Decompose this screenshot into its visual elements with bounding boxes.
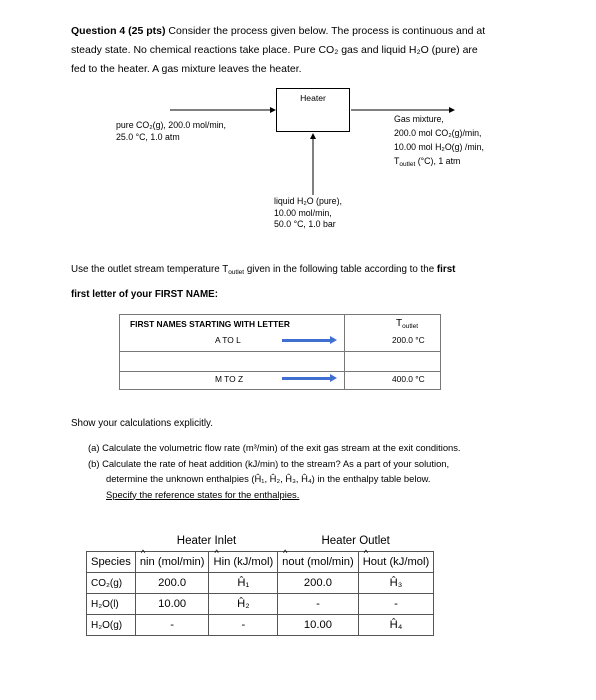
inlet-label: [116, 120, 226, 143]
calc-list: [88, 440, 548, 502]
heater-outlet-header: Heater Outlet: [321, 535, 390, 547]
col-n-out: ^ nout (mol/min): [278, 552, 359, 573]
col-h-in: ^ Hin (kJ/mol): [209, 552, 278, 573]
part-b-3: Specify the reference states for the enthalpies.: [106, 488, 300, 500]
water-label-3: 50.0 °C, 1.0 bar: [274, 219, 336, 229]
heater-label: Heater: [300, 93, 326, 103]
arrow-icon: [282, 377, 330, 380]
letter-range-2: M TO Z: [215, 374, 244, 384]
heater-inlet-header: Heater Inlet: [176, 535, 237, 547]
inlet-label-2: 25.0 °C, 1.0 atm: [116, 131, 180, 142]
instruction: Use the outlet stream temperature $T_{outlet}$ given in the following table according to the first first letter of your FIRST NAME:: [71, 264, 456, 300]
outlet-label: [394, 112, 484, 172]
t-outlet-value-1: 200.0 °C: [392, 335, 425, 345]
question-line-2: steady state. No chemical reactions take place. Pure CO₂ gas and liquid H₂O (pure) are: [71, 44, 478, 56]
part-b-2: determine the unknown enthalpies (Ĥ₁, Ĥ₂, Ĥ₃, Ĥ₄) in the enthalpy table below.: [106, 473, 431, 484]
inlet-label-1: pure CO₂(g), 200.0 mol/min,: [116, 120, 226, 130]
col-species: Species: [87, 552, 136, 573]
t-outlet-value-2: 400.0 °C: [392, 374, 425, 384]
question-heading: Question 4 (25 pts): [71, 25, 166, 37]
arrow-icon: [282, 339, 330, 342]
outlet-label-3: 10.00 mol H₂O(g) /min,: [394, 142, 484, 152]
table-row: CO₂(g) 200.0 Ĥ₁ 200.0 Ĥ₃: [87, 573, 434, 594]
outlet-label-1: Gas mixture,: [394, 114, 444, 124]
part-a: (a) Calculate the volumetric flow rate (m³/min) of the exit gas stream at the exit conditions.: [88, 442, 461, 453]
question-line-1: Consider the process given below. The process is continuous and at: [165, 25, 486, 37]
enthalpy-table: [86, 531, 434, 636]
water-label-2: 10.00 mol/min,: [274, 207, 332, 218]
question-line-3: fed to the heater. A gas mixture leaves the heater.: [71, 63, 302, 75]
table-row: H₂O(l) 10.00 Ĥ₂ - -: [87, 594, 434, 615]
letter-table-header: FIRST NAMES STARTING WITH LETTER: [130, 319, 290, 329]
part-b-1: (b) Calculate the rate of heat addition (kJ/min) to the stream? As a part of your solution,: [88, 457, 450, 469]
col-n-in: ^ nin (mol/min): [135, 552, 209, 573]
outlet-label-2: 200.0 mol CO₂(g)/min,: [394, 128, 482, 138]
t-outlet-header: $T_{outlet}$: [396, 318, 419, 330]
water-label: [274, 196, 342, 231]
show-calculations: Show your calculations explicitly.: [71, 418, 213, 429]
outlet-label-4: $T_{outlet}$ (°C), 1 atm: [394, 156, 461, 168]
water-label-1: liquid H₂O (pure),: [274, 196, 342, 206]
letter-table: [119, 314, 441, 390]
letter-range-1: A TO L: [215, 335, 241, 345]
col-h-out: ^ Hout (kJ/mol): [358, 552, 434, 573]
table-row: H₂O(g) - - 10.00 Ĥ₄: [87, 615, 434, 636]
